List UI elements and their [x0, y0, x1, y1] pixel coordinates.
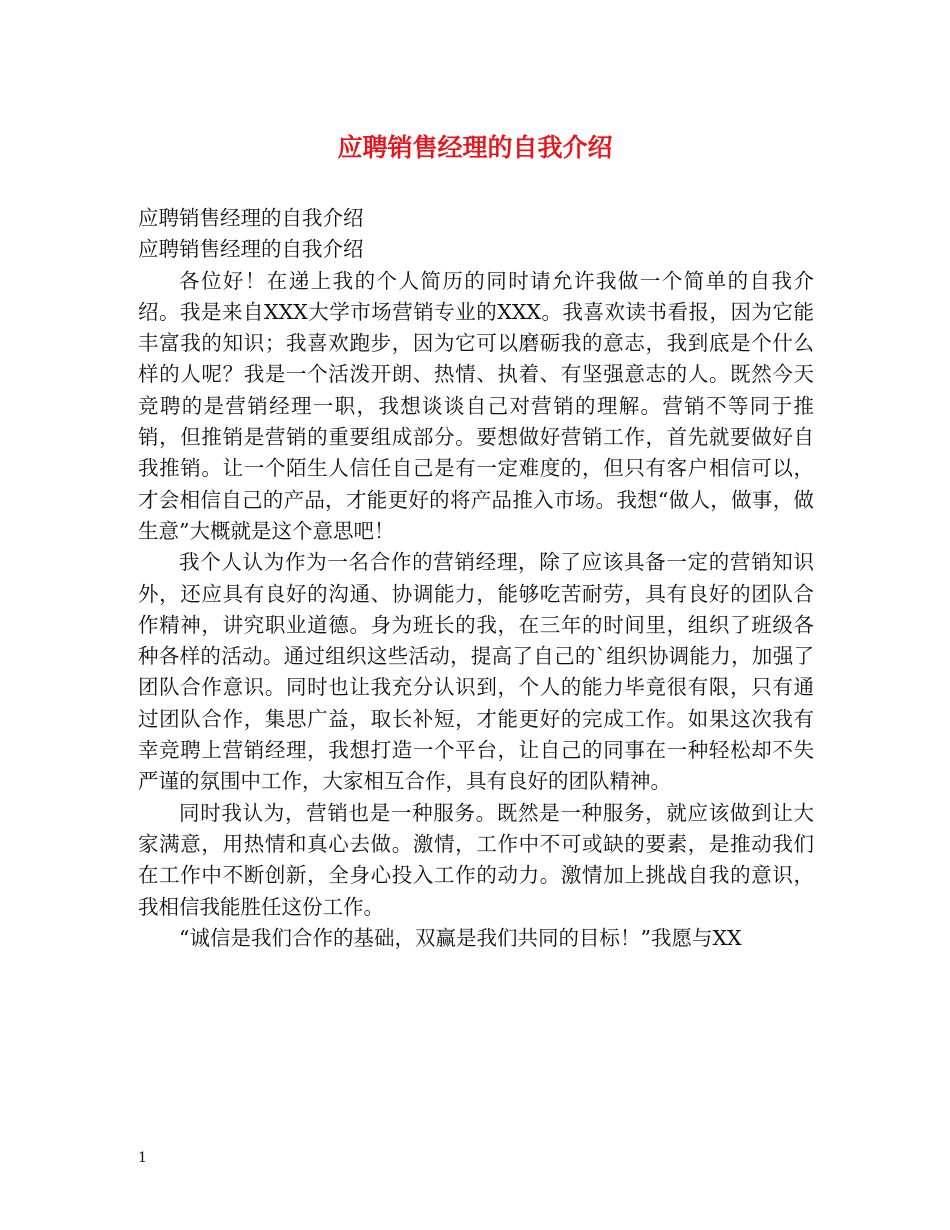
- body-paragraph: 我个人认为作为一名合作的营销经理，除了应该具备一定的营销知识外，还应具有良好的沟通、协调能力，能够吃苦耐劳，具有良好的团队合作精神，讲究职业道德。身为班长的我，在三年的时间里，组织了班级各种各样的活动。通过组织这些活动，提高了自己的`组织协调能力，加强了团队合作意识。同时也让我充分认识到，个人的能力毕竟很有限，只有通过团队合作，集思广益，取长补短，才能更好的完成工作。如果这次我有幸竞聘上营销经理，我想打造一个平台，让自己的同事在一种轻松却不失严谨的氛围中工作，大家相互合作，具有良好的团队精神。: [138, 550, 814, 794]
- document-title: 应聘销售经理的自我介绍: [337, 133, 613, 162]
- document-subtitle-line: 应聘销售经理的自我介绍: [138, 237, 364, 262]
- body-paragraph: 各位好！在递上我的个人简历的同时请允许我做一个简单的自我介绍。我是来自XXX大学市场营销专业的XXX。我喜欢读书看报，因为它能丰富我的知识；我喜欢跑步，因为它可以磨砺我的意志，我到底是个什么样的人呢？我是一个活泼开朗、热情、执着、有坚强意志的人。既然今天竞聘的是营销经理一职，我想谈谈自己对营销的理解。营销不等同于推销，但推销是营销的重要组成部分。要想做好营销工作，首先就要做好自我推销。让一个陌生人信任自己是有一定难度的，但只有客户相信可以，才会相信自己的产品，才能更好的将产品推入市场。我想“做人，做事，做生意”大概就是这个意思吧！: [138, 268, 814, 543]
- page-number: 1: [138, 1150, 147, 1166]
- document-body: [138, 203, 814, 954]
- body-paragraph: 同时我认为，营销也是一种服务。既然是一种服务，就应该做到让大家满意，用热情和真心去做。激情，工作中不可或缺的要素，是推动我们在工作中不断创新，全身心投入工作的动力。激情加上挑战自我的意识，我相信我能胜任这份工作。: [138, 800, 814, 919]
- body-paragraph: “诚信是我们合作的基础，双赢是我们共同的目标！”我愿与XX: [179, 925, 742, 950]
- document-subtitle-line: 应聘销售经理的自我介绍: [138, 206, 364, 230]
